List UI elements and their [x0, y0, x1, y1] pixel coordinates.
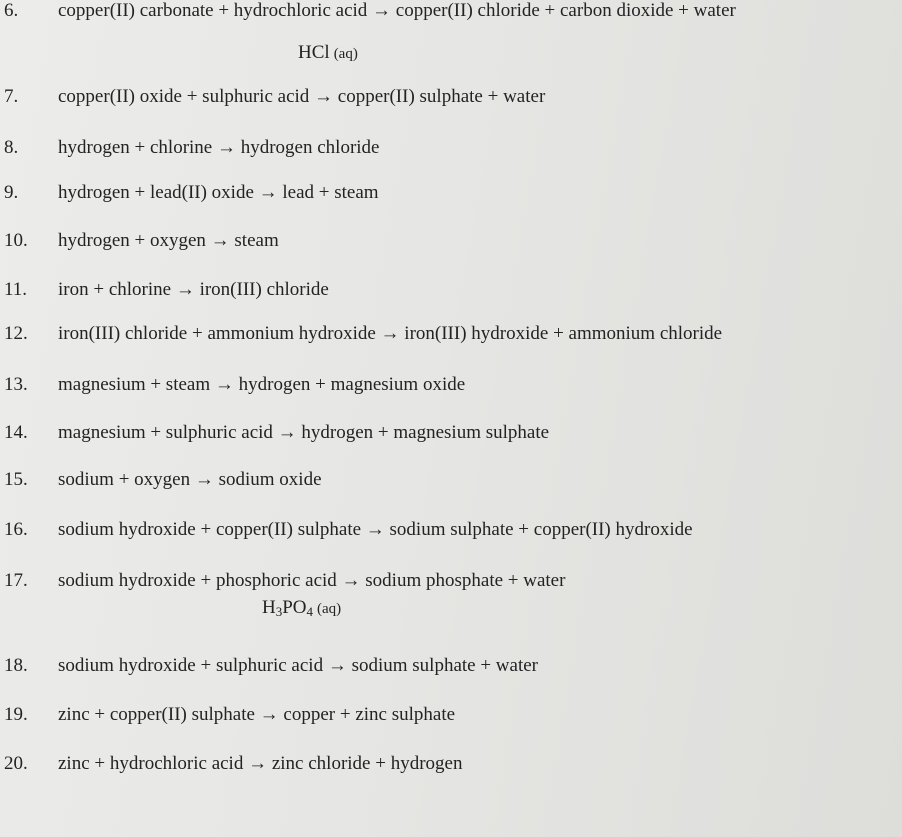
- equation-7: [0, 86, 545, 108]
- hcl-state: (aq): [333, 46, 358, 62]
- item-number: 8.: [4, 137, 19, 158]
- word-equation: zinc + hydrochloric acid → zinc chloride + hydrogen: [58, 753, 463, 774]
- hcl-formula-note: [298, 42, 358, 65]
- word-equation: iron(III) chloride + ammonium hydroxide → iron(III) hydroxide + ammonium chloride: [58, 323, 723, 344]
- item-number: 16.: [4, 519, 28, 540]
- word-equation: sodium + oxygen → sodium oxide: [58, 469, 322, 490]
- h3po4-formula: $H_3PO_4$: [262, 597, 314, 619]
- word-equation: hydrogen + chlorine → hydrogen chloride: [58, 137, 380, 158]
- word-equation: sodium hydroxide + sulphuric acid → sodium sulphate + water: [58, 655, 538, 676]
- equation-16: [0, 519, 693, 541]
- item-number: 13.: [4, 374, 28, 395]
- equation-8: [0, 137, 380, 159]
- item-number: 12.: [4, 323, 28, 344]
- item-number: 15.: [4, 469, 28, 490]
- word-equation: sodium hydroxide + phosphoric acid → sodium phosphate + water: [58, 570, 566, 591]
- word-equation: magnesium + steam → hydrogen + magnesium oxide: [58, 374, 466, 395]
- item-number: 14.: [4, 422, 28, 443]
- equation-11: [0, 279, 329, 301]
- equation-17: [0, 570, 565, 592]
- equation-18: [0, 655, 538, 677]
- equation-9: [0, 182, 379, 204]
- item-number: 17.: [4, 570, 28, 591]
- word-equation: magnesium + sulphuric acid → hydrogen + magnesium sulphate: [58, 422, 550, 443]
- equation-6: [0, 0, 736, 22]
- word-equation: copper(II) oxide + sulphuric acid → copper(II) sulphate + water: [58, 86, 546, 107]
- hcl-formula: HCl: [298, 42, 330, 63]
- item-number: 9.: [4, 182, 19, 203]
- word-equation: copper(II) carbonate + hydrochloric acid → copper(II) chloride + carbon dioxide + water: [58, 0, 736, 21]
- item-number: 20.: [4, 753, 28, 774]
- item-number: 7.: [4, 86, 19, 107]
- word-equation: hydrogen + oxygen → steam: [58, 230, 279, 251]
- equation-20: [0, 753, 462, 775]
- item-number: 10.: [4, 230, 28, 251]
- equation-15: [0, 469, 322, 491]
- item-number: 18.: [4, 655, 28, 676]
- word-equation: sodium hydroxide + copper(II) sulphate → sodium sulphate + copper(II) hydroxide: [58, 519, 693, 540]
- word-equation: hydrogen + lead(II) oxide → lead + steam: [58, 182, 379, 203]
- h3po4-formula-note: [262, 597, 341, 623]
- equation-14: [0, 422, 549, 444]
- equation-12: [0, 323, 722, 345]
- item-number: 6.: [4, 0, 19, 21]
- h3po4-state: (aq): [317, 601, 342, 617]
- equation-19: [0, 704, 455, 726]
- item-number: 11.: [4, 279, 28, 300]
- word-equation: zinc + copper(II) sulphate → copper + zinc sulphate: [58, 704, 456, 725]
- item-number: 19.: [4, 704, 28, 725]
- equation-13: [0, 374, 465, 396]
- word-equation: iron + chlorine → iron(III) chloride: [58, 279, 329, 300]
- equation-10: [0, 230, 279, 252]
